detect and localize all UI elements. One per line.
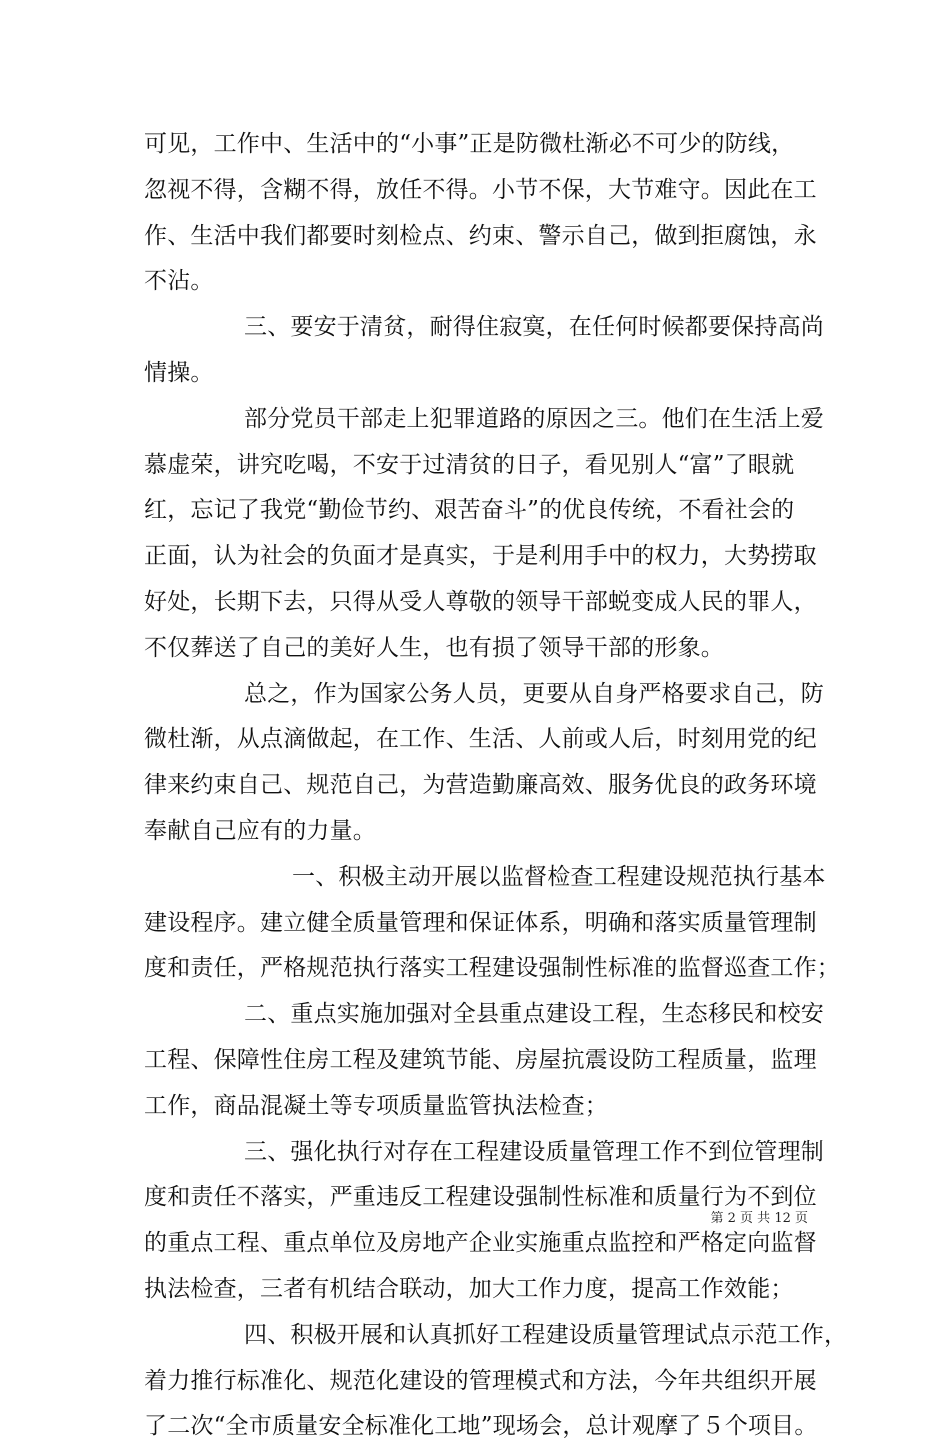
- list-item-start: 一、积极主动开展以监督检查工程建设规范执行基本: [292, 863, 826, 890]
- paragraph-start: 总之，作为国家公务人员，更要从自身严格要求自己，防: [244, 680, 824, 707]
- section-heading: 三、要安于清贫，耐得住寂寞，在任何时候都要保持高尚: [244, 314, 824, 341]
- text-line: 工作，商品混凝土等专项质量监管执法检查；: [144, 1092, 608, 1119]
- text-line: 不沾。: [144, 268, 214, 295]
- text-line: 忽视不得，含糊不得，放任不得。小节不保，大节难守。因此在工: [144, 176, 817, 203]
- text-line: 好处，长期下去，只得从受人尊敬的领导干部蜕变成人民的罪人，: [144, 588, 817, 615]
- list-item-start: 二、重点实施加强对全县重点建设工程，生态移民和校安: [244, 1001, 824, 1028]
- text-line: 情操。: [144, 359, 214, 386]
- text-line: 正面，认为社会的负面才是真实，于是利用手中的权力，大势捞取: [144, 543, 817, 570]
- text-line: 作、生活中我们都要时刻检点、约束、警示自己，做到拒腐蚀，永: [144, 222, 817, 249]
- list-item-start: 三、强化执行对存在工程建设质量管理工作不到位管理制: [244, 1138, 824, 1165]
- paragraph-start: 部分党员干部走上犯罪道路的原因之三。他们在生活上爱: [244, 405, 824, 432]
- text-line: 工程、保障性住房工程及建筑节能、房屋抗震设防工程质量，监理: [144, 1046, 817, 1073]
- text-line: 不仅葬送了自己的美好人生，也有损了领导干部的形象。: [144, 634, 724, 661]
- text-line: 了二次“全市质量安全标准化工地”现场会，总计观摩了５个项目。: [144, 1413, 818, 1440]
- text-line: 律来约束自己、规范自己，为营造勤廉高效、服务优良的政务环境: [144, 772, 817, 799]
- text-line: 微杜渐，从点滴做起，在工作、生活、人前或人后，时刻用党的纪: [144, 726, 817, 753]
- text-line: 执法检查，三者有机结合联动，加大工作力度，提高工作效能；: [144, 1275, 794, 1302]
- text-line: 可见，工作中、生活中的“小事”正是防微杜渐必不可少的防线，: [144, 131, 795, 157]
- text-line: 慕虚荣，讲究吃喝，不安于过清贫的日子，看见别人“富”了眼就: [144, 451, 795, 478]
- page-footer: [0, 1209, 950, 1229]
- text-line: 度和责任，严格规范执行落实工程建设强制性标准的监督巡查工作；: [144, 955, 840, 982]
- list-item-start: 四、积极开展和认真抓好工程建设质量管理试点示范工作，: [244, 1321, 848, 1348]
- text-line: 着力推行标准化、规范化建设的管理模式和方法，今年共组织开展: [144, 1367, 817, 1394]
- text-line: 的重点工程、重点单位及房地产企业实施重点监控和严格定向监督: [144, 1230, 817, 1257]
- text-line: 度和责任不落实，严重违反工程建设强制性标准和质量行为不到位: [144, 1184, 817, 1211]
- text-line: 红，忘记了我党“勤俭节约、艰苦奋斗”的优良传统，不看社会的: [144, 497, 795, 524]
- page-number: 第 2 页 共 12 页: [710, 1211, 808, 1226]
- text-line: 建设程序。建立健全质量管理和保证体系，明确和落实质量管理制: [144, 909, 817, 936]
- body-text: [144, 122, 848, 1450]
- text-line: 奉献自己应有的力量。: [144, 817, 376, 844]
